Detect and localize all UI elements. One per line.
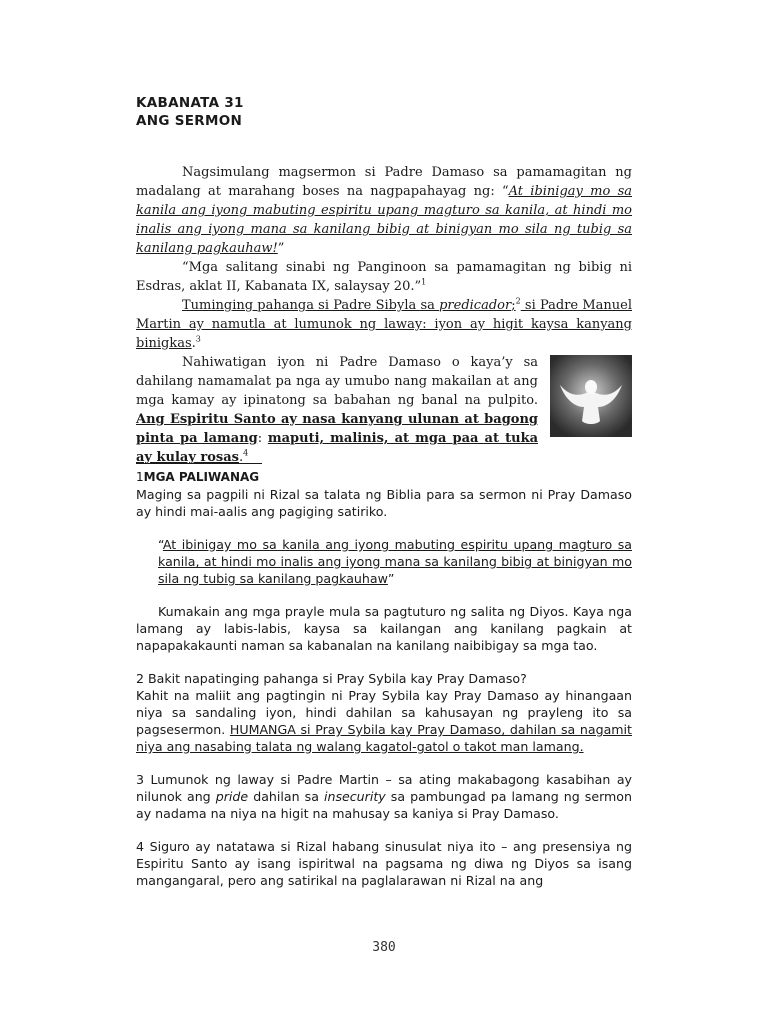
note-1: Maging sa pagpili ni Rizal sa talata ng Biblia para sa sermon ni Pray Damaso ay hindi mai-aalis ang pagiging satiriko. xyxy=(136,487,632,519)
note-2: Kahit na maliit ang pagtingin ni Pray Sybila kay Pray Damaso ay hinangaan niya sa sandaling iyon, hindi dahilan sa kahusayan ng prayleng ito sa pagsesermon. HUMANGA si Pray Sybila kay Pray Damaso, dahilan sa nagamit niya ang nasabing talata ng walang kagatol-gatol o takot man lamang. xyxy=(136,688,632,754)
page-number: 380 xyxy=(372,940,396,955)
note-1-explanation: Kumakain ang mga prayle mula sa pagtuturo ng salita ng Diyos. Kaya nga lamang ay labis-labis, kaysa sa kailangan ang kanilang pagkain at napapakakaunti naman sa kabanalan na kanilang naibibigay sa mga tao. xyxy=(136,604,632,653)
footnote-ref-2[interactable]: 2 xyxy=(515,296,521,306)
bible-quote: At ibinigay mo sa kanila ang iyong mabuting espiritu upang magturo sa kanila, at hindi mo inalis ang iyong mana sa kanilang bibig at binigyan mo sila ng tubig sa kanilang pagkauhaw! xyxy=(136,184,632,256)
footnote-ref-3[interactable]: 3 xyxy=(195,334,201,344)
chapter-title: ANG SERMON xyxy=(136,113,243,129)
chapter-heading xyxy=(136,94,244,130)
notes-heading: 1MGA PALIWANAG xyxy=(136,470,260,484)
note-3: 3 Lumunok ng laway si Padre Martin – sa ating makabagong kasabihan ay nilunok ang pride dahilan sa insecurity sa pambungad pa lamang ng sermon ay nadama na niya na higit na mahusay sa kaniya si Pray Damaso. xyxy=(136,772,632,821)
footnote-ref-4[interactable]: 4 xyxy=(243,448,249,458)
footnote-ref-1[interactable]: 1 xyxy=(421,277,427,287)
note-1-quote: “At ibinigay mo sa kanila ang iyong mabuting espiritu upang magturo sa kanila, at hindi mo inalis ang iyong mana sa kanilang bibig at binigyan mo sila ng tubig sa kanilang pagkauhaw” xyxy=(158,537,632,586)
chapter-body xyxy=(136,163,632,467)
chapter-number: KABANATA 31 xyxy=(136,95,244,111)
paragraph-1: Nagsimulang magsermon si Padre Damaso sa pamamagitan ng madalang at marahang boses na nagpapahayag ng: “At ibinigay mo sa kanila ang iyong mabuting espiritu upang magturo sa kanila, at hindi mo inalis ang iyong mana sa kanilang bibig at binigyan mo sila ng tubig sa kanilang pagkauhaw!” xyxy=(136,165,632,256)
paragraph-2: “Mga salitang sinabi ng Panginoon sa pamamagitan ng bibig ni Esdras, aklat II, Kabanata IX, salaysay 20.”$^1$ xyxy=(136,260,632,294)
paragraph-3: Tuminging pahanga si Padre Sibyla sa predicador;$^2$ si Padre Manuel Martin ay namutla at lumunok ng laway: iyon ay higit kaysa kanyang binigkas.$^3$ xyxy=(136,296,632,351)
holy-spirit-dove-icon xyxy=(550,355,632,437)
paragraph-4: Nahiwatigan iyon ni Padre Damaso o kaya’y sa dahilang namamalat pa nga ay umubo nang makailan at ang mga kamay ay ipinatong sa babahan ng banal na pulpito. Ang Espiritu Santo ay nasa kanyang ulunan at bagong pinta pa lamang: maputi, malinis, at mga paa at tuka ay kulay rosas.$^4$ xyxy=(136,355,538,465)
notes-body xyxy=(136,486,632,889)
note-4: 4 Siguro ay natatawa si Rizal habang sinusulat niya ito – ang presensiya ng Espiritu Santo ay isang ispiritwal na pagsama ng diwa ng Diyos sa isang mangangaral, pero ang satirikal na paglalarawan ni Rizal na ang xyxy=(136,839,632,888)
note-2-question: 2 Bakit napatinging pahanga si Pray Sybila kay Pray Damaso? xyxy=(136,671,527,686)
footnote-divider xyxy=(136,463,262,464)
